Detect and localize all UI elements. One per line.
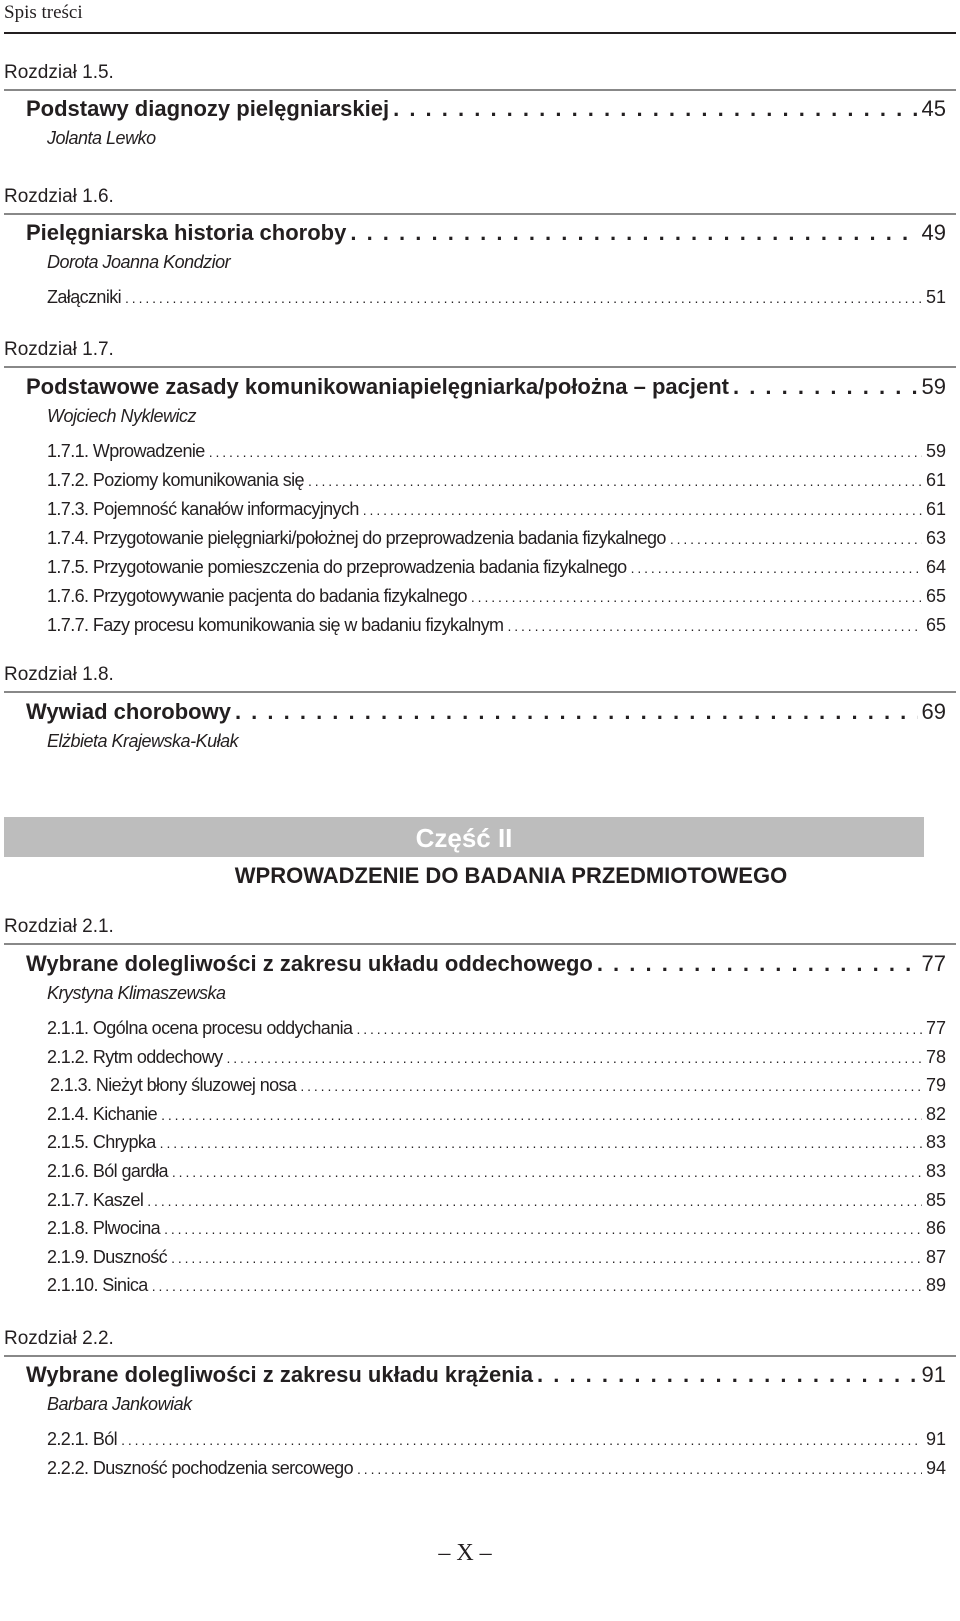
toc-entry[interactable] (47, 1429, 946, 1450)
page-number: 45 (921, 96, 946, 121)
dot-leader (164, 1218, 922, 1239)
toc-entry-chapter-title[interactable] (26, 96, 946, 122)
running-head: Spis treści (4, 2, 83, 23)
dot-leader (357, 1458, 922, 1479)
dot-leader (147, 1190, 922, 1211)
chapter-label: Rozdział 2.2. (4, 1328, 114, 1349)
entry-title: 2.1.6. Ból gardła (47, 1161, 168, 1181)
toc-entry[interactable] (47, 557, 946, 578)
toc-entry-chapter-title[interactable] (26, 951, 946, 977)
page-number: 91 (925, 1429, 946, 1449)
entry-title: 2.1.7. Kaszel (47, 1190, 144, 1210)
chapter-author: Krystyna Klimaszewska (47, 983, 226, 1003)
page-number: 59 (921, 374, 946, 399)
chapter-author: Dorota Joanna Kondzior (47, 252, 231, 272)
entry-title: 1.7.1. Wprowadzenie (47, 441, 205, 461)
entry-title: 1.7.6. Przygotowywanie pacjenta do badania fizykalnego (47, 586, 467, 606)
toc-entry[interactable] (47, 1275, 946, 1296)
chapter-rule (4, 691, 956, 693)
chapter-title: Wybrane dolegliwości z zakresu układu oddechowego (26, 951, 593, 976)
page-number: 77 (921, 951, 946, 976)
entry-title: 2.2.1. Ból (47, 1429, 118, 1449)
toc-entry-chapter-title[interactable] (26, 1362, 946, 1388)
chapter-rule (4, 1355, 956, 1357)
chapter-label: Rozdział 1.7. (4, 339, 114, 360)
header-rule (4, 32, 956, 34)
dot-leader (363, 499, 922, 520)
toc-entry[interactable] (47, 586, 946, 607)
page-number: 83 (925, 1161, 946, 1181)
dot-leader (350, 220, 917, 246)
page-number: 65 (925, 615, 946, 635)
toc-entry-chapter-title[interactable] (26, 220, 946, 246)
chapter-author: Jolanta Lewko (47, 128, 156, 148)
entry-title: 2.1.8. Plwocina (47, 1218, 161, 1238)
page-number: 94 (925, 1458, 946, 1478)
toc-entry[interactable] (47, 1018, 946, 1039)
chapter-author: Elżbieta Krajewska-Kułak (47, 731, 239, 751)
page-number: 64 (925, 557, 946, 577)
dot-leader (125, 287, 922, 308)
part-subtitle: WPROWADZENIE DO BADANIA PRZEDMIOTOWEGO (234, 863, 788, 888)
chapter-rule (4, 366, 956, 368)
dot-leader (152, 1275, 922, 1296)
chapter-title: Podstawowe zasady komunikowaniapielęgniarka/położna – pacjent (26, 374, 729, 399)
page-number: 49 (921, 220, 946, 245)
toc-entry[interactable] (47, 1458, 946, 1479)
page-number: 89 (925, 1275, 946, 1295)
entry-title: 1.7.7. Fazy procesu komunikowania się w badaniu fizykalnym (47, 615, 504, 635)
entry-title: 2.2.2. Duszność pochodzenia sercowego (47, 1458, 354, 1478)
chapter-rule (4, 943, 956, 945)
toc-entry[interactable] (47, 1161, 946, 1182)
chapter-label: Rozdział 1.6. (4, 186, 114, 207)
entry-title: 1.7.5. Przygotowanie pomieszczenia do przeprowadzenia badania fizykalnego (47, 557, 627, 577)
chapter-title: Pielęgniarska historia choroby (26, 220, 347, 245)
dot-leader (160, 1132, 922, 1153)
page-number: 59 (925, 441, 946, 461)
toc-entry[interactable] (47, 1132, 946, 1153)
chapter-rule (4, 89, 956, 91)
entry-title: 2.1.2. Rytm oddechowy (47, 1047, 223, 1067)
page-number: 79 (925, 1075, 946, 1095)
page-number: 61 (925, 470, 946, 490)
toc-entry[interactable] (47, 1104, 946, 1125)
dot-leader (235, 699, 918, 725)
entry-title: 2.1.9. Duszność (47, 1247, 168, 1267)
page-number: 63 (925, 528, 946, 548)
chapter-label: Rozdział 1.8. (4, 664, 114, 685)
entry-title: 1.7.4. Przygotowanie pielęgniarki/położnej do przeprowadzenia badania fizykalnego (47, 528, 666, 548)
entry-title: 1.7.2. Poziomy komunikowania się (47, 470, 304, 490)
toc-entry[interactable] (47, 528, 946, 549)
dot-leader (161, 1104, 922, 1125)
dot-leader (209, 441, 922, 462)
part-banner (4, 817, 924, 857)
page-number: 61 (925, 499, 946, 519)
dot-leader (121, 1429, 922, 1450)
page-number: 65 (925, 586, 946, 606)
entry-title: 2.1.3. Nieżyt błony śluzowej nosa (50, 1075, 297, 1095)
entry-title: 1.7.3. Pojemność kanałów informacyjnych (47, 499, 359, 519)
dot-leader (393, 96, 917, 122)
page-number: 77 (925, 1018, 946, 1038)
chapter-title: Wybrane dolegliwości z zakresu układu krążenia (26, 1362, 533, 1387)
dot-leader (300, 1075, 922, 1096)
dot-leader (356, 1018, 922, 1039)
page-number: 83 (925, 1132, 946, 1152)
toc-entry[interactable] (47, 1247, 946, 1268)
chapter-rule (4, 213, 956, 215)
toc-entry[interactable] (50, 1075, 946, 1096)
page-folio: – X – (438, 1540, 492, 1566)
dot-leader (537, 1362, 918, 1388)
page-number: 85 (925, 1190, 946, 1210)
entry-title: Załączniki (47, 287, 122, 307)
toc-entry[interactable] (47, 615, 946, 636)
dot-leader (597, 951, 918, 977)
page-number: 51 (925, 287, 946, 307)
chapter-author: Barbara Jankowiak (47, 1394, 192, 1414)
toc-entry[interactable] (47, 1218, 946, 1239)
dot-leader (172, 1161, 922, 1182)
page-number: 78 (925, 1047, 946, 1067)
dot-leader (471, 586, 922, 607)
page-number: 86 (925, 1218, 946, 1238)
toc-entry[interactable] (47, 470, 946, 491)
entry-title: 2.1.5. Chrypka (47, 1132, 156, 1152)
page-number: 82 (925, 1104, 946, 1124)
chapter-label: Rozdział 2.1. (4, 916, 114, 937)
page-number: 87 (925, 1247, 946, 1267)
page-number: 91 (921, 1362, 946, 1387)
dot-leader (733, 374, 918, 400)
dot-leader (308, 470, 922, 491)
chapter-title: Podstawy diagnozy pielęgniarskiej (26, 96, 390, 121)
entry-title: 2.1.4. Kichanie (47, 1104, 158, 1124)
toc-entry[interactable] (47, 287, 946, 308)
toc-entry-chapter-title[interactable] (26, 699, 946, 725)
entry-title: 2.1.1. Ogólna ocena procesu oddychania (47, 1018, 353, 1038)
chapter-title: Wywiad chorobowy (26, 699, 231, 724)
toc-entry[interactable] (47, 499, 946, 520)
toc-entry[interactable] (47, 441, 946, 462)
dot-leader (171, 1247, 922, 1268)
dot-leader (631, 557, 922, 578)
dot-leader (227, 1047, 922, 1068)
dot-leader (670, 528, 922, 549)
dot-leader (507, 615, 922, 636)
toc-entry[interactable] (47, 1190, 946, 1211)
chapter-author: Wojciech Nyklewicz (47, 406, 197, 426)
page-number: 69 (921, 699, 946, 724)
chapter-label: Rozdział 1.5. (4, 62, 114, 83)
entry-title: 2.1.10. Sinica (47, 1275, 148, 1295)
part-title: Część II (415, 823, 513, 853)
toc-entry-chapter-title[interactable] (26, 374, 946, 400)
toc-entry[interactable] (47, 1047, 946, 1068)
